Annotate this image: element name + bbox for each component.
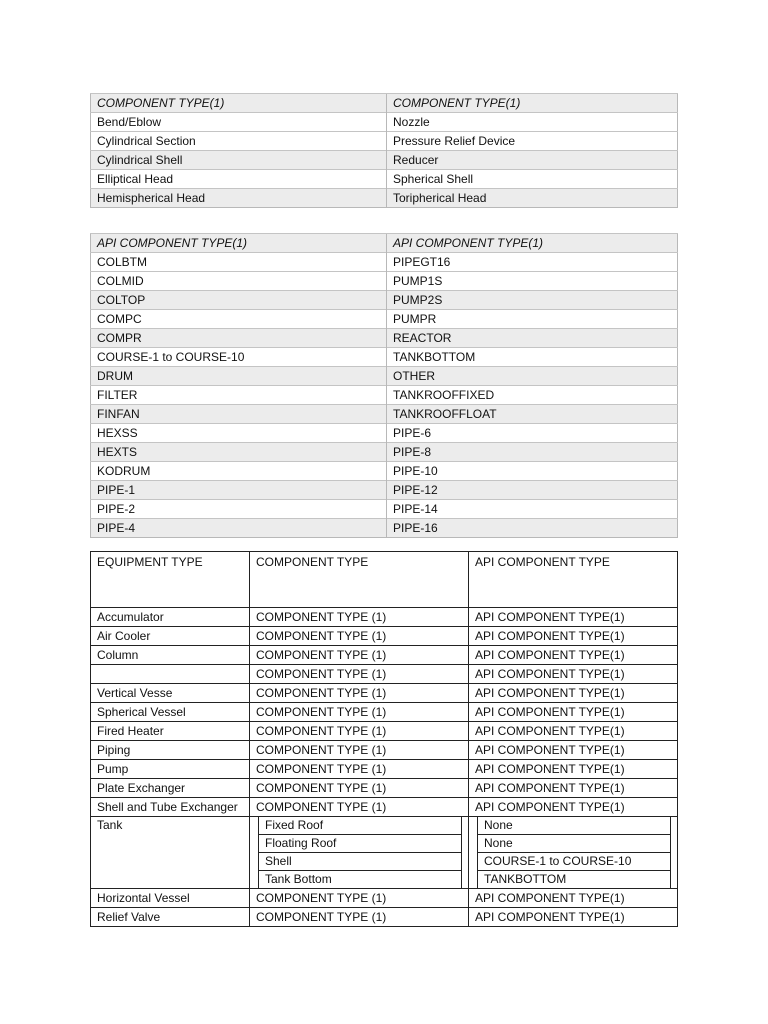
- table-cell: API COMPONENT TYPE(1): [469, 741, 678, 760]
- table-cell: PIPE-6: [387, 424, 678, 443]
- table-cell: COMPONENT TYPE (1): [250, 703, 469, 722]
- table-cell: Hemispherical Head: [91, 189, 387, 208]
- table-cell: KODRUM: [91, 462, 387, 481]
- list-item: [259, 853, 462, 871]
- table-cell: COMPONENT TYPE (1): [250, 741, 469, 760]
- table-row: [91, 386, 678, 405]
- table-header-row: [91, 552, 678, 608]
- table-cell: COLBTM: [91, 253, 387, 272]
- table-cell: COMPONENT TYPE (1): [250, 627, 469, 646]
- column-header: EQUIPMENT TYPE: [91, 552, 250, 608]
- table-cell: COMPONENT TYPE (1): [250, 908, 469, 927]
- table-cell: Plate Exchanger: [91, 779, 250, 798]
- tank-components-table: [258, 817, 462, 888]
- table-cell: Air Cooler: [91, 627, 250, 646]
- table-cell: API COMPONENT TYPE(1): [469, 760, 678, 779]
- component-type-table: [90, 93, 678, 208]
- table-row: [91, 722, 678, 741]
- equipment-type-table: [90, 551, 678, 927]
- table-cell: API COMPONENT TYPE(1): [469, 703, 678, 722]
- table-cell: API COMPONENT TYPE(1): [469, 722, 678, 741]
- table-row: [91, 481, 678, 500]
- table-cell: API COMPONENT TYPE(1): [469, 908, 678, 927]
- table-cell: COMPONENT TYPE (1): [250, 798, 469, 817]
- table-row: [91, 132, 678, 151]
- list-item: [478, 835, 671, 853]
- table-cell: PIPE-1: [91, 481, 387, 500]
- table-cell: COLTOP: [91, 291, 387, 310]
- table-cell: PIPE-10: [387, 462, 678, 481]
- table-cell: Shell and Tube Exchanger: [91, 798, 250, 817]
- table-cell: Reducer: [387, 151, 678, 170]
- table-cell: PUMPR: [387, 310, 678, 329]
- column-header: API COMPONENT TYPE(1): [387, 234, 678, 253]
- table-cell: PUMP1S: [387, 272, 678, 291]
- table-row: [91, 405, 678, 424]
- table-cell: Fixed Roof: [259, 817, 462, 835]
- table-cell: API COMPONENT TYPE(1): [469, 608, 678, 627]
- table-header-row: [91, 234, 678, 253]
- table-row: [91, 113, 678, 132]
- list-item: [259, 871, 462, 889]
- table-row: [91, 779, 678, 798]
- column-header: API COMPONENT TYPE(1): [91, 234, 387, 253]
- table-cell: PIPE-2: [91, 500, 387, 519]
- table-cell: PUMP2S: [387, 291, 678, 310]
- table-cell: API COMPONENT TYPE(1): [469, 684, 678, 703]
- table-cell: HEXSS: [91, 424, 387, 443]
- table-row: [91, 646, 678, 665]
- table-cell: COMPONENT TYPE (1): [250, 684, 469, 703]
- table-row: [91, 665, 678, 684]
- tank-api-components-cell: [469, 817, 678, 889]
- column-header: COMPONENT TYPE(1): [387, 94, 678, 113]
- api-component-type-table: [90, 233, 678, 538]
- table-cell: HEXTS: [91, 443, 387, 462]
- table-cell: Pressure Relief Device: [387, 132, 678, 151]
- table-cell: Shell: [259, 853, 462, 871]
- list-item: [259, 835, 462, 853]
- table-row: [91, 253, 678, 272]
- table-cell: COMPONENT TYPE (1): [250, 665, 469, 684]
- table-cell: API COMPONENT TYPE(1): [469, 646, 678, 665]
- table-cell: COURSE-1 to COURSE-10: [478, 853, 671, 871]
- table-cell: Spherical Vessel: [91, 703, 250, 722]
- table-cell: API COMPONENT TYPE(1): [469, 779, 678, 798]
- table-row: [91, 760, 678, 779]
- tank-api-components-table: [477, 817, 671, 888]
- table-cell: Elliptical Head: [91, 170, 387, 189]
- table-cell: TANKROOFFIXED: [387, 386, 678, 405]
- table-cell: Relief Valve: [91, 908, 250, 927]
- table-cell: TANKROOFFLOAT: [387, 405, 678, 424]
- table-row: [91, 798, 678, 817]
- table-row: [91, 151, 678, 170]
- table-cell: PIPE-12: [387, 481, 678, 500]
- table-row: [91, 367, 678, 386]
- tank-row: [91, 817, 678, 889]
- table-row: [91, 329, 678, 348]
- table-cell: Spherical Shell: [387, 170, 678, 189]
- table-cell: TANKBOTTOM: [387, 348, 678, 367]
- table-cell: COMPONENT TYPE (1): [250, 760, 469, 779]
- table-cell: Nozzle: [387, 113, 678, 132]
- table-cell: DRUM: [91, 367, 387, 386]
- table-row: [91, 703, 678, 722]
- table-cell: Cylindrical Shell: [91, 151, 387, 170]
- table-cell: Tank Bottom: [265, 872, 332, 886]
- table-cell: COLMID: [91, 272, 387, 291]
- list-item: [259, 817, 462, 835]
- table-cell: COMPONENT TYPE (1): [250, 646, 469, 665]
- table-cell: COMPONENT TYPE (1): [250, 889, 469, 908]
- table-cell: Cylindrical Section: [91, 132, 387, 151]
- column-header: COMPONENT TYPE(1): [91, 94, 387, 113]
- table-row: [91, 741, 678, 760]
- table-row: [91, 443, 678, 462]
- table-header-row: [91, 94, 678, 113]
- table-cell: COMPONENT TYPE (1): [250, 608, 469, 627]
- table-cell: PIPE-14: [387, 500, 678, 519]
- table-row: [91, 348, 678, 367]
- table-cell: COMPONENT TYPE (1): [250, 722, 469, 741]
- list-item: [478, 853, 671, 871]
- column-header: API COMPONENT TYPE: [469, 552, 678, 608]
- table-row: [91, 627, 678, 646]
- table-cell: REACTOR: [387, 329, 678, 348]
- list-item: [478, 871, 671, 889]
- table-cell: Pump: [91, 760, 250, 779]
- table-cell: Piping: [91, 741, 250, 760]
- table-cell: Horizontal Vessel: [91, 889, 250, 908]
- table-row: [91, 272, 678, 291]
- table-cell: [91, 665, 250, 684]
- table-cell: Fired Heater: [91, 722, 250, 741]
- table-row: [91, 608, 678, 627]
- table-row: [91, 519, 678, 538]
- table-cell: None: [478, 835, 671, 853]
- table-cell: FILTER: [91, 386, 387, 405]
- table-row: [91, 908, 678, 927]
- table-row: [91, 189, 678, 208]
- table-cell: None: [478, 817, 671, 835]
- table-cell: API COMPONENT TYPE(1): [469, 627, 678, 646]
- table-row: [91, 500, 678, 519]
- table-cell: FINFAN: [91, 405, 387, 424]
- table-cell: Tank: [91, 817, 250, 889]
- tank-components-cell: [250, 817, 469, 889]
- table-cell: Column: [91, 646, 250, 665]
- table-cell: COMPR: [91, 329, 387, 348]
- table-row: [91, 684, 678, 703]
- table-cell: PIPE-8: [387, 443, 678, 462]
- table-row: [91, 889, 678, 908]
- table-cell: Vertical Vesse: [91, 684, 250, 703]
- table-row: [91, 291, 678, 310]
- table-cell: Bend/Eblow: [91, 113, 387, 132]
- table-cell: PIPEGT16: [387, 253, 678, 272]
- table-cell: Floating Roof: [259, 835, 462, 853]
- table-row: [91, 310, 678, 329]
- table-cell: API COMPONENT TYPE(1): [469, 798, 678, 817]
- table-cell: Accumulator: [91, 608, 250, 627]
- column-header: COMPONENT TYPE: [250, 552, 469, 608]
- table-cell: COMPONENT TYPE (1): [250, 779, 469, 798]
- table-cell: COURSE-1 to COURSE-10: [91, 348, 387, 367]
- table-row: [91, 424, 678, 443]
- table-cell: API COMPONENT TYPE(1): [469, 889, 678, 908]
- table-cell: PIPE-4: [91, 519, 387, 538]
- table-row: [91, 170, 678, 189]
- table-cell: OTHER: [387, 367, 678, 386]
- table-cell: API COMPONENT TYPE(1): [469, 665, 678, 684]
- list-item: [478, 817, 671, 835]
- table-cell: TANKBOTTOM: [484, 872, 567, 886]
- table-cell: COMPC: [91, 310, 387, 329]
- table-cell: PIPE-16: [387, 519, 678, 538]
- table-row: [91, 462, 678, 481]
- table-cell: Toripherical Head: [387, 189, 678, 208]
